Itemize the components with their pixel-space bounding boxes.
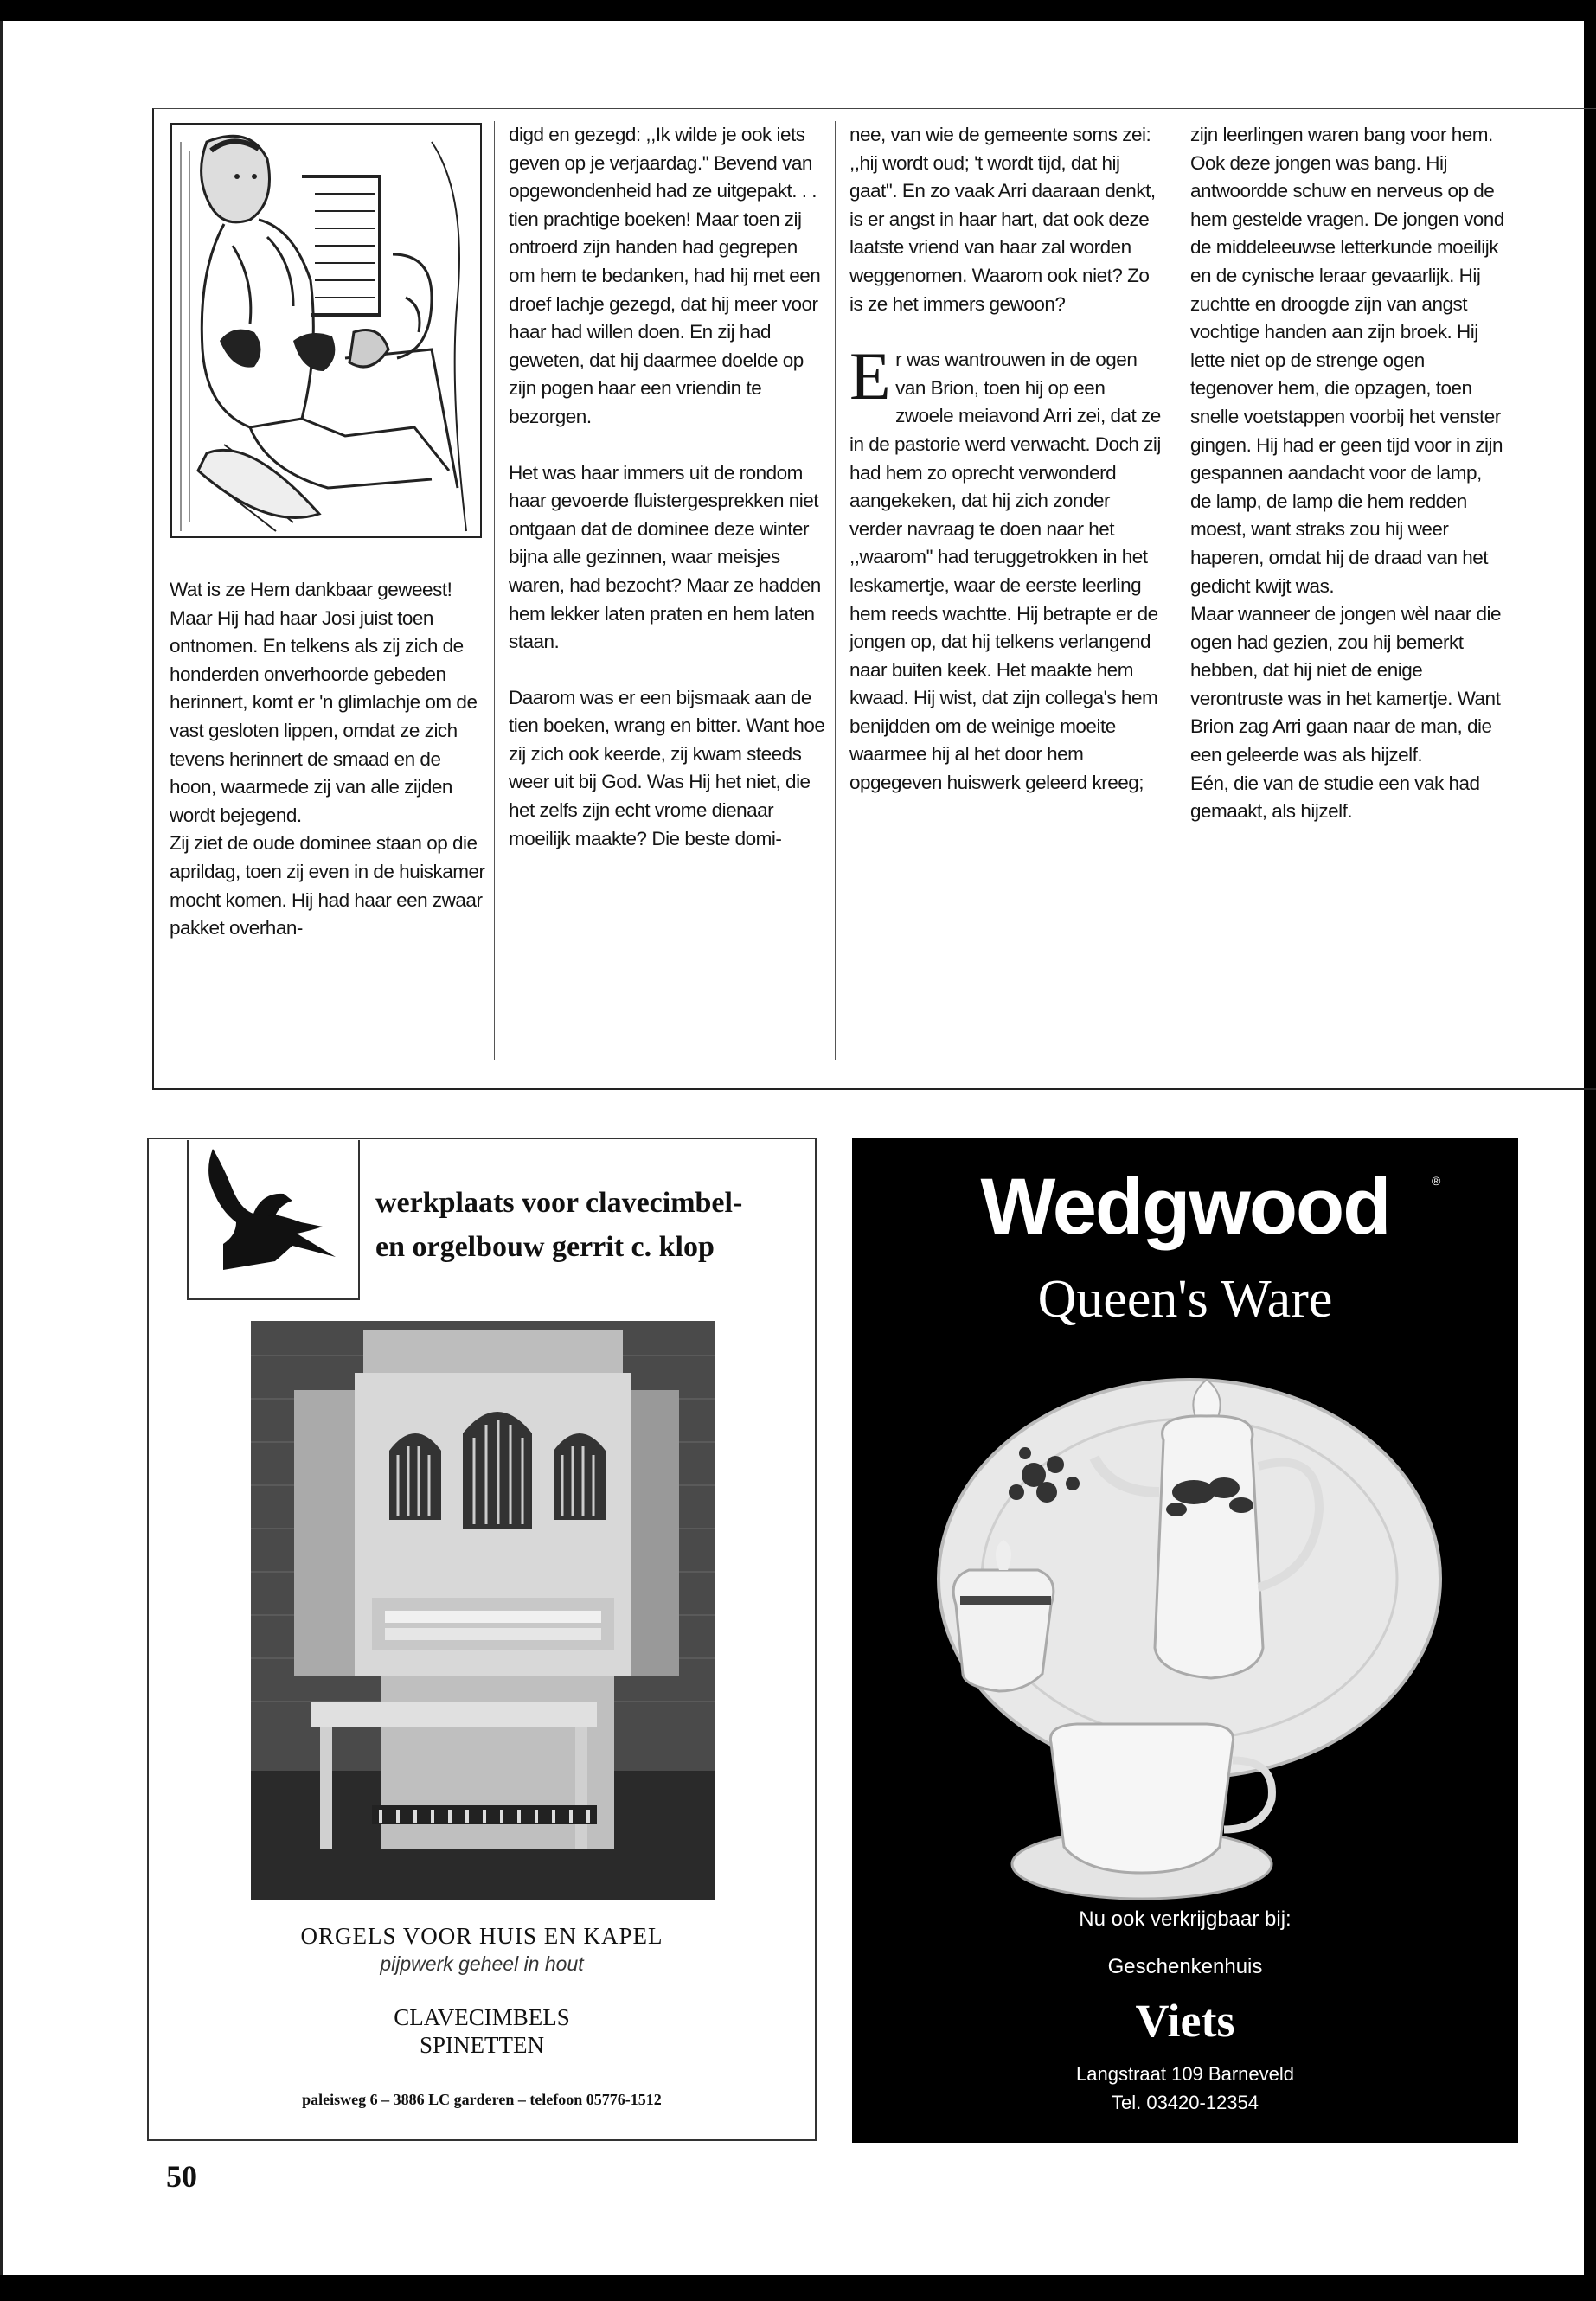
article-paragraph: nee, van wie de gemeente soms zei: ,,hij wordt oud; 't wordt tijd, dat hij gaat''. En zo vaak Arri daaraan denkt, is er angst in haar hart, dat ook deze laatste vriend van haar zal worden weggenomen. Waarom ook niet? Zo is ze het immers gewoon? (849, 124, 1156, 315)
shop-street: Langstraat 109 Barneveld (1076, 2063, 1294, 2085)
article-paragraph: Eén, die van de studie een vak had gemaakt, als hijzelf. (1190, 772, 1480, 823)
article-paragraph: digd en gezegd: ,,Ik wilde je ook iets geven op je verjaardag.'' Bevend van opgewondenheid had ze uitgepakt. . . tien prachtige boeken! Maar toen zij ontroerd zijn handen had gegrepen om hem te bedanken, had hij met een droef lachje gezegd, dat hij meer voor haar had willen doen. En zij had geweten, dat hij daarmee doelde op zijn pogen haar een vriendin te bezorgen. (509, 124, 821, 427)
clavecimbels-heading: CLAVECIMBELS (394, 2004, 570, 2030)
headline-line-1: werkplaats voor clavecimbel- (375, 1187, 743, 1219)
pipework-line: pijpwerk geheel in hout (380, 1952, 584, 1975)
klop-address: paleisweg 6 – 3886 LC garderen – telefoon 05776-1512 (302, 2091, 662, 2108)
article-paragraph: Maar wanneer de jongen wèl naar die ogen had gezien, zou hij bemerkt hebben, dat hij niet de enige verontruste was in het kamertje. Want Brion zag Arri gaan naar de man, die een geleerde was als hijzelf. (1190, 603, 1501, 766)
article-text: r was wantrouwen in de ogen van Brion, toen hij op een zwoele meiavond Arri zei, dat ze in de pastorie werd verwacht. Doch zij had hem zo oprecht verwonderd aangekeken, dat hij zich zonder verder navraag te doen naar het ,,waarom'' had teruggetrokken in het leskamertje, waar de eerste leerling hem reeds wachtte. Hij betrapte er de jongen op, dat hij telkens verlangend naar buiten keek. Het maakte hem kwaad. Hij wist, dat zijn collega's hem benijdden om de weinige moeite waarmee hij al het door hem opgegeven huiswerk geleerd kreeg; (849, 349, 1161, 794)
article-column-4 (1190, 121, 1507, 826)
organs-heading: ORGELS VOOR HUIS EN KAPEL (300, 1923, 663, 1949)
article-paragraph: Zij ziet de oude dominee staan op die aprildag, toen zij even in de huiskamer mocht komen. Hij had haar een zwaar pakket overhan- (170, 832, 485, 939)
spinetten-heading: SPINETTEN (420, 2032, 544, 2058)
column-divider (835, 121, 836, 1060)
article-paragraph: Wat is ze Hem dankbaar geweest! Maar Hij had haar Josi juist toen ontnomen. En telkens als zij zich de honderden onverhoorde gebeden herinnert, komt er 'n glimlachje om de vast gesloten lippen, omdat ze zich tevens herinnert de smaad en de hoon, waarmede zij van alle zijden wordt bejegend. (170, 579, 478, 826)
logo-box (187, 1140, 360, 1300)
registered-mark: ® (1432, 1174, 1441, 1188)
drop-cap: E (849, 338, 891, 414)
article-column-3 (849, 121, 1166, 798)
tableware-image (852, 1362, 1518, 1916)
article-column-1 (170, 576, 486, 943)
article-paragraph-dropcap (849, 338, 1166, 798)
headline-line-2: en orgelbouw gerrit c. klop (375, 1231, 715, 1263)
article-paragraph: Daarom was er een bijsmaak aan de tien boeken, wrang en bitter. Want hoe zij zich ook keerde, zij kwam steeds weer uit bij God. Was Hij het niet, die het zelfs zijn echt vrome dienaar moeilijk maakte? Die beste domi- (509, 686, 825, 849)
scan-border-left (0, 21, 3, 2275)
article-column-2 (509, 121, 825, 853)
advertisement-klop (147, 1138, 817, 2141)
article-illustration (170, 123, 482, 538)
wedgwood-brand: Wedgwood (980, 1163, 1390, 1251)
article-paragraph: Het was haar immers uit de rondom haar gevoerde fluistergesprekken niet ontgaan dat de dominee deze winter bijna alle gezinnen, waar meisjes waren, had bezocht? Maar ze hadden hem lekker laten praten en hem laten staan. (509, 461, 821, 653)
chamber-organ-image (251, 1321, 715, 1900)
shop-name: Viets (1135, 1995, 1235, 2047)
bird-logo-icon (189, 1140, 358, 1296)
article-paragraph: zijn leerlingen waren bang voor hem. Ook deze jongen was bang. Hij antwoordde schuw en nerveus op de hem gestelde vragen. De jongen vond de middeleeuwse letterkunde moeilijk en de cynische leraar gevaarlijk. Hij zuchtte en droogde zijn van angst vochtige handen aan zijn broek. Hij lette niet op de strenge ogen tegenover hem, die opzagen, toen snelle voetstappen voorbij het venster gingen. Hij had er geen tijd voor in zijn gespannen aandacht voor de lamp, de lamp, de lamp die hem redden moest, want straks zou hij weer haperen, omdat hij de draad van het gedicht kwijt was. (1190, 124, 1504, 597)
column-divider (494, 121, 495, 1060)
advertisement-wedgwood (852, 1138, 1518, 2143)
scan-border-bottom (0, 2275, 1596, 2301)
queens-ware-title: Queen's Ware (1037, 1270, 1333, 1329)
scan-border-top (0, 0, 1596, 21)
klop-headline (375, 1181, 808, 1269)
shop-phone: Tel. 03420-12354 (1111, 2092, 1259, 2113)
available-text: Nu ook verkrijgbaar bij: (1079, 1907, 1292, 1931)
reading-man-drawing (172, 125, 482, 538)
page-number: 50 (166, 2159, 197, 2194)
shop-type: Geschenkenhuis (1107, 1955, 1263, 1978)
organ-photo (251, 1321, 715, 1900)
